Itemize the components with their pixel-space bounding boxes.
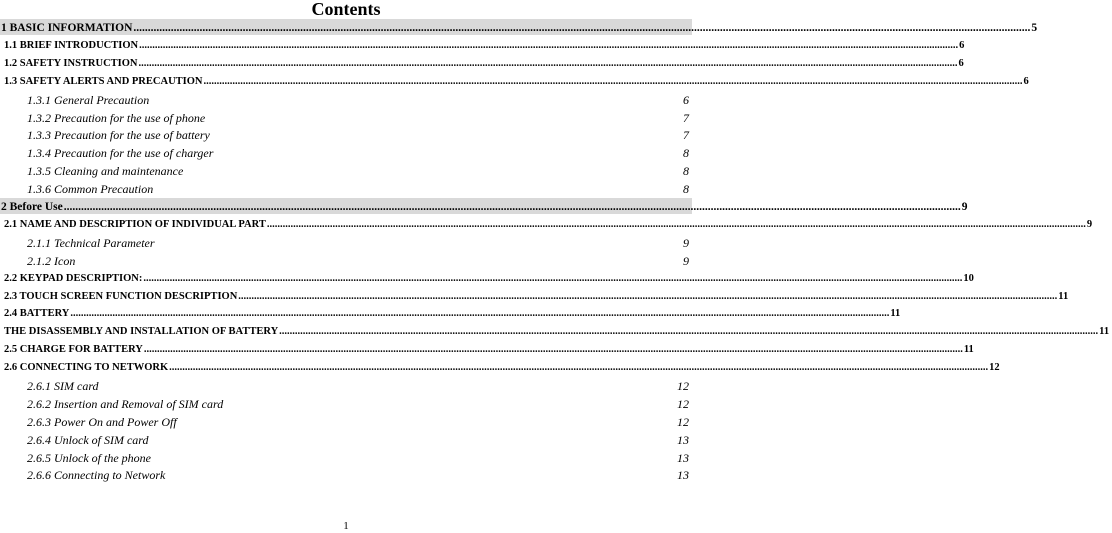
toc-dot-leader: ........................................................................................................................................................................................................................................................................................................................ (279, 326, 1099, 337)
toc-entry[interactable] (0, 288, 1069, 304)
toc-entry-page-number: 11 (890, 308, 901, 319)
toc-entry[interactable] (0, 431, 692, 447)
toc-entry-page-number: 12 (989, 362, 1000, 373)
toc-entry-page-number: 6 (958, 58, 964, 69)
toc-entry-page-number: 11 (1099, 326, 1110, 337)
toc-entry-page-number: 8 (683, 146, 689, 160)
toc-entry[interactable] (0, 180, 692, 196)
toc-entry-page-number: 6 (1023, 76, 1029, 87)
toc-entry-page-number: 6 (959, 40, 965, 51)
toc-entry-label: 1.1 BRIEF INTRODUCTION (4, 40, 139, 51)
toc-entry-label: 2.1.1 Technical Parameter (27, 236, 155, 250)
toc-dot-leader: ........................................................................................................................................................................................................................................................................................................................ (266, 219, 1086, 230)
toc-entry[interactable] (0, 270, 974, 286)
toc-entry[interactable] (0, 126, 692, 142)
toc-entry-label: 2.6 CONNECTING TO NETWORK (4, 362, 169, 373)
toc-entry-page-number: 7 (683, 111, 689, 125)
toc-entry-label: 2.6.2 Insertion and Removal of SIM card (27, 397, 224, 411)
toc-entry-label: 2.5 CHARGE FOR BATTERY (4, 344, 143, 355)
toc-entry-label: 1.2 SAFETY INSTRUCTION (4, 58, 138, 69)
toc-entry[interactable] (0, 252, 692, 268)
toc-dot-leader: ........................................................................................................................................................................................................................................................................................................................ (169, 362, 989, 373)
toc-entry-label: 2.1 NAME AND DESCRIPTION OF INDIVIDUAL PART (4, 219, 266, 230)
toc-entry-label: 2.6.5 Unlock of the phone (27, 451, 151, 465)
toc-entry-page-number: 9 (1086, 219, 1093, 230)
toc-entry-page-number: 8 (683, 164, 689, 178)
toc-entry-page-number: 13 (677, 468, 689, 482)
toc-entry[interactable] (0, 37, 965, 53)
toc-entry-label: 2.6.4 Unlock of SIM card (27, 433, 149, 447)
toc-entry-page-number: 12 (677, 379, 689, 393)
toc-entry[interactable] (0, 377, 692, 393)
toc-entry-page-number: 11 (963, 344, 974, 355)
toc-entry[interactable] (0, 449, 692, 465)
toc-entry-label: 1.3.5 Cleaning and maintenance (27, 164, 184, 178)
toc-entry[interactable] (0, 198, 968, 214)
toc-entry-page-number: 8 (683, 182, 689, 196)
toc-dot-leader: ........................................................................................................................................................................................................................................................................................................................ (133, 22, 1031, 34)
toc-entry-page-number: 12 (677, 415, 689, 429)
footer-page-number: 1 (343, 520, 349, 532)
toc-entry-page-number: 11 (1058, 291, 1069, 302)
toc-entry[interactable] (0, 216, 1093, 232)
toc-entry-label: 1.3.1 General Precaution (27, 93, 150, 107)
toc-entry-label: 1.3 SAFETY ALERTS AND PRECAUTION (4, 76, 203, 87)
toc-dot-leader: ........................................................................................................................................................................................................................................................................................................................ (70, 308, 890, 319)
toc-entry[interactable] (0, 359, 1000, 375)
toc-dot-leader: ........................................................................................................................................................................................................................................................................................................................ (63, 201, 961, 213)
toc-dot-leader: ........................................................................................................................................................................................................................................................................................................................ (203, 76, 1023, 87)
toc-entry[interactable] (0, 144, 692, 160)
toc-dot-leader: ........................................................................................................................................................................................................................................................................................................................ (138, 58, 958, 69)
toc-entry-page-number: 9 (961, 201, 968, 213)
toc-entry-label: THE DISASSEMBLY AND INSTALLATION OF BATTERY (4, 326, 279, 337)
toc-entry-label: 1.3.4 Precaution for the use of charger (27, 146, 214, 160)
toc-entry-label: 2.3 TOUCH SCREEN FUNCTION DESCRIPTION (4, 291, 238, 302)
toc-entry[interactable] (0, 466, 692, 482)
toc-entry[interactable] (0, 413, 692, 429)
toc-entry[interactable] (0, 341, 974, 357)
toc-entry[interactable] (0, 73, 1029, 89)
toc-dot-leader: ........................................................................................................................................................................................................................................................................................................................ (238, 291, 1058, 302)
toc-entry-label: 1.3.3 Precaution for the use of battery (27, 128, 210, 142)
toc-entry-label: 2.2 KEYPAD DESCRIPTION: (4, 273, 143, 284)
toc-entry-page-number: 6 (683, 93, 689, 107)
toc-entry-page-number: 13 (677, 433, 689, 447)
toc-dot-leader: ........................................................................................................................................................................................................................................................................................................................ (143, 344, 963, 355)
toc-entry[interactable] (0, 395, 692, 411)
toc-entry-page-number: 5 (1031, 22, 1038, 34)
toc-entry-label: 1.3.6 Common Precaution (27, 182, 154, 196)
toc-entry[interactable] (0, 19, 1038, 35)
toc-entry-label: 2.4 BATTERY (4, 308, 70, 319)
toc-dot-leader: ........................................................................................................................................................................................................................................................................................................................ (143, 273, 963, 284)
toc-entry[interactable] (0, 305, 901, 321)
toc-entry[interactable] (0, 91, 692, 107)
page-title: Contents (311, 0, 381, 19)
toc-entry-label: 2.6.3 Power On and Power Off (27, 415, 177, 429)
toc-entry-page-number: 12 (677, 397, 689, 411)
toc-entry-page-number: 9 (683, 236, 689, 250)
toc-entry[interactable] (0, 162, 692, 178)
toc-entry[interactable] (0, 234, 692, 250)
toc-entry-label: 1.3.2 Precaution for the use of phone (27, 111, 206, 125)
toc-entry[interactable] (0, 55, 964, 71)
toc-entry-page-number: 7 (683, 128, 689, 142)
toc-entry-page-number: 9 (683, 254, 689, 268)
toc-entry-label: 2.6.6 Connecting to Network (27, 468, 166, 482)
toc-entry-page-number: 10 (963, 273, 974, 284)
toc-entry-label: 1 BASIC INFORMATION (1, 22, 133, 34)
toc-entry[interactable] (0, 109, 692, 125)
toc-entry-label: 2 Before Use (1, 201, 63, 213)
toc-entry-label: 2.1.2 Icon (27, 254, 76, 268)
toc-entry-page-number: 13 (677, 451, 689, 465)
toc-entry-label: 2.6.1 SIM card (27, 379, 99, 393)
toc-dot-leader: ........................................................................................................................................................................................................................................................................................................................ (139, 40, 959, 51)
toc-entry[interactable] (0, 323, 1110, 339)
